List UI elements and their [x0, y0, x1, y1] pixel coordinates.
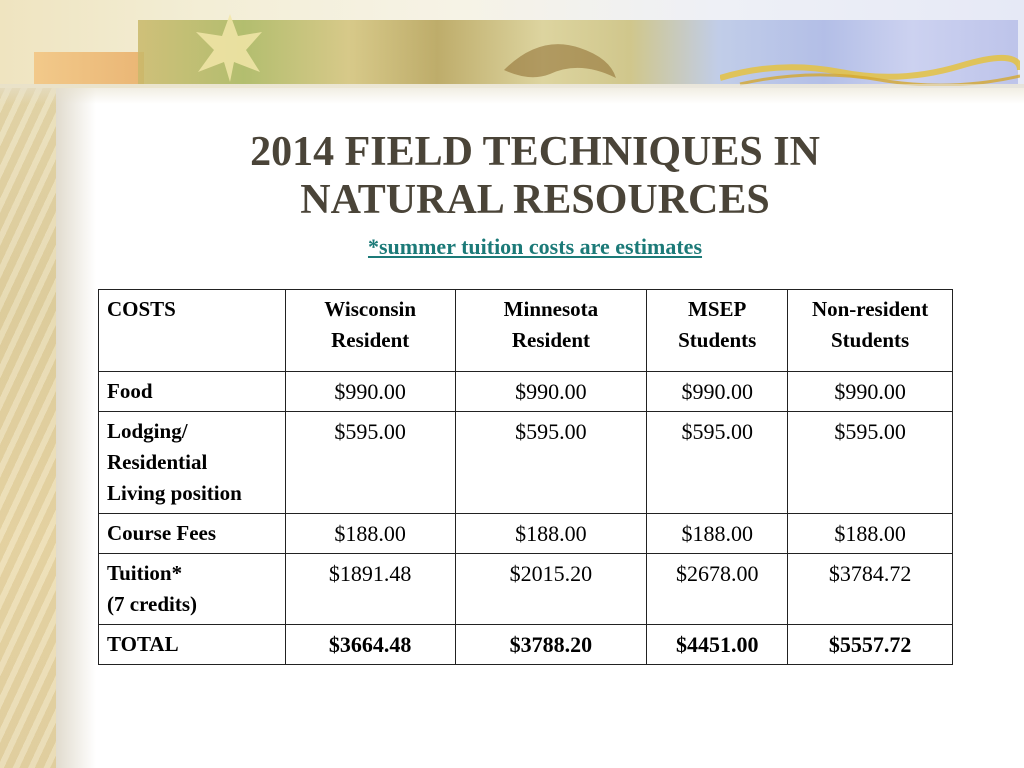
header-wisconsin-line1: Wisconsin [324, 297, 417, 321]
row-label-line: Living position [107, 481, 242, 505]
table-cell: $990.00 [647, 372, 788, 412]
table-cell: $1891.48 [285, 554, 455, 625]
table-cell: $188.00 [788, 514, 953, 554]
table-cell: $595.00 [285, 412, 455, 514]
header-minnesota-line1: Minnesota [503, 297, 599, 321]
table-cell: $990.00 [285, 372, 455, 412]
table-cell: $595.00 [647, 412, 788, 514]
header-nonresident-line1: Non-resident [811, 297, 929, 321]
table-cell: $595.00 [788, 412, 953, 514]
leaf-banner-icon [190, 10, 270, 84]
banner-accent [34, 52, 144, 84]
header-nonresident [788, 290, 953, 372]
table-row-course-fees [99, 514, 953, 554]
strip-shadow [56, 0, 96, 768]
slide-subtitle-link[interactable]: *summer tuition costs are estimates [367, 234, 703, 259]
table-cell: $3784.72 [788, 554, 953, 625]
row-label-line: (7 credits) [107, 592, 197, 616]
table-row-food [99, 372, 953, 412]
title-line-2: NATURAL RESOURCES [300, 177, 770, 223]
table-header-row [99, 290, 953, 372]
header-costs-label: COSTS [107, 297, 176, 321]
table-row-lodging [99, 412, 953, 514]
row-label-line: Lodging/ [107, 419, 188, 443]
table-cell: $990.00 [788, 372, 953, 412]
row-label [99, 514, 286, 554]
header-msep-line1: MSEP [688, 297, 747, 321]
row-label [99, 372, 286, 412]
table-cell: $188.00 [647, 514, 788, 554]
row-label [99, 625, 286, 665]
header-wisconsin-line2: Resident [331, 328, 410, 352]
table-row-total [99, 625, 953, 665]
slide-title [120, 128, 950, 224]
header-minnesota [455, 290, 647, 372]
table-cell: $188.00 [455, 514, 647, 554]
row-label-line: Course Fees [107, 521, 217, 545]
title-line-1: 2014 FIELD TECHNIQUES IN [250, 129, 820, 175]
row-label-line: Food [107, 379, 153, 403]
row-label [99, 412, 286, 514]
parchment-strip [0, 0, 56, 768]
header-minnesota-line2: Resident [511, 328, 591, 352]
grass-banner-icon [720, 50, 1020, 86]
header-wisconsin [285, 290, 455, 372]
table-cell: $990.00 [455, 372, 647, 412]
row-label [99, 554, 286, 625]
costs-table [98, 289, 953, 665]
banner-fade [0, 84, 1024, 104]
decorative-banner [0, 0, 1024, 88]
table-row-tuition [99, 554, 953, 625]
table-cell: $2678.00 [647, 554, 788, 625]
header-costs [99, 290, 286, 372]
header-nonresident-line2: Students [830, 328, 910, 352]
leaf-banner-icon-2 [500, 30, 620, 84]
table-cell: $3788.20 [455, 625, 647, 665]
table-cell: $5557.72 [788, 625, 953, 665]
table-cell: $2015.20 [455, 554, 647, 625]
row-label-line: Tuition* [107, 561, 183, 585]
table-cell: $4451.00 [647, 625, 788, 665]
row-label-line: TOTAL [107, 632, 179, 656]
table-cell: $3664.48 [285, 625, 455, 665]
header-msep-line2: Students [678, 328, 757, 352]
table-cell: $595.00 [455, 412, 647, 514]
table-cell: $188.00 [285, 514, 455, 554]
row-label-line: Residential [107, 450, 208, 474]
header-msep [647, 290, 788, 372]
